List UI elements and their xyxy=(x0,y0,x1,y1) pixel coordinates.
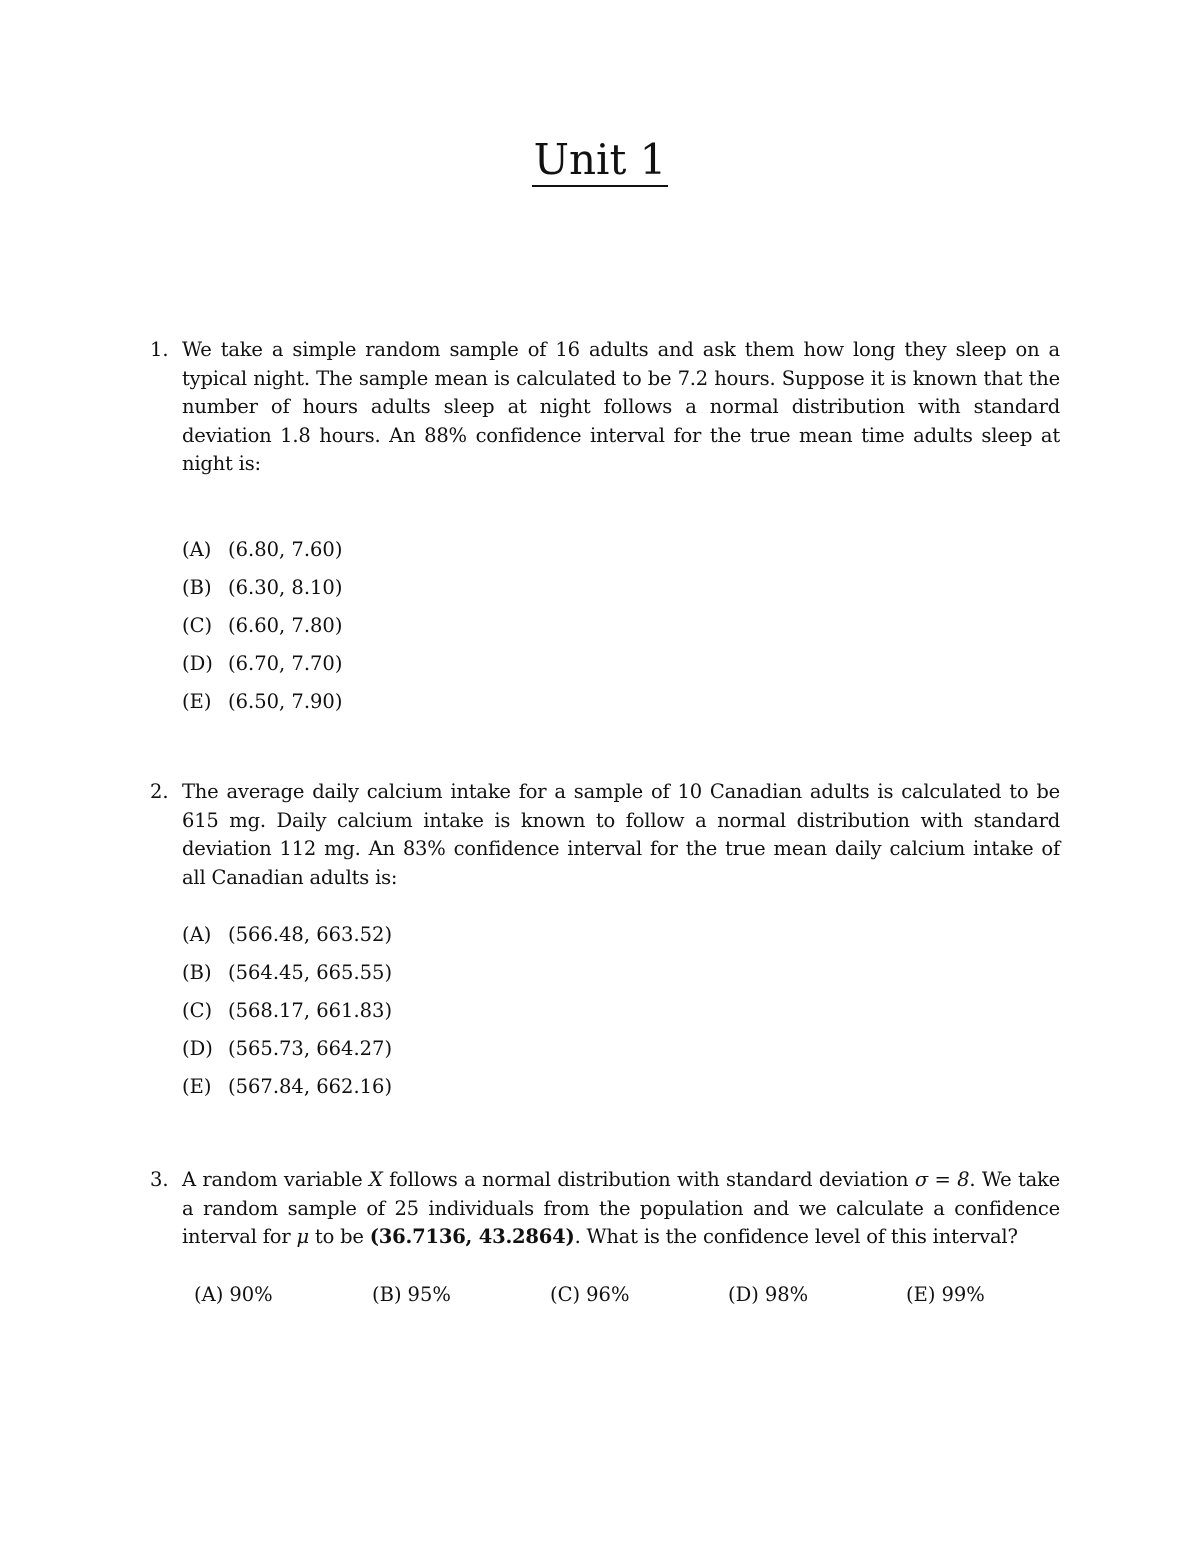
mu-symbol: μ xyxy=(296,1225,309,1248)
choice-value: (6.60, 7.80) xyxy=(228,613,343,637)
choice-value: (6.70, 7.70) xyxy=(228,651,343,675)
choice-label: (C) xyxy=(182,613,213,637)
choice-b xyxy=(182,954,1060,992)
answer-choices xyxy=(194,1276,1060,1314)
sigma-expression: σ = 8 xyxy=(914,1168,970,1191)
text-segment: . What is the confidence level of this interval? xyxy=(574,1225,1018,1248)
choice-label: (C) xyxy=(550,1282,581,1306)
question-number: 2. xyxy=(150,780,169,803)
choice-a xyxy=(194,1276,372,1314)
choice-label: (D) xyxy=(728,1282,759,1306)
choice-value: 95% xyxy=(407,1282,451,1306)
question-text: The average daily calcium intake for a sample of 10 Canadian adults is calculated to be 615 mg. Daily calcium intake is known to follow a normal distribution with standard deviation 112 mg. An 83% confidence interval for the true mean daily calcium intake of all Canadian adults is: xyxy=(182,780,1060,889)
choice-d xyxy=(182,1030,1060,1068)
choice-a xyxy=(182,916,1060,954)
choice-value: (6.80, 7.60) xyxy=(228,537,343,561)
choice-label: (C) xyxy=(182,999,213,1022)
choice-label: (A) xyxy=(182,923,212,946)
answer-choices xyxy=(182,531,1060,721)
choice-value: 98% xyxy=(764,1282,809,1306)
choice-value: 96% xyxy=(586,1282,630,1306)
question-2 xyxy=(150,778,1060,1106)
choice-label: (E) xyxy=(182,1075,212,1098)
choice-e xyxy=(906,1276,1084,1314)
choice-value: 90% xyxy=(229,1282,273,1306)
interval-value: (36.7136, 43.2864) xyxy=(369,1225,575,1248)
choice-value: (564.45, 665.55) xyxy=(228,961,393,984)
text-segment: A random variable xyxy=(182,1168,369,1191)
choice-value: (567.84, 662.16) xyxy=(228,1075,393,1098)
choice-label: (A) xyxy=(182,537,212,561)
choice-value: (6.30, 8.10) xyxy=(228,575,343,599)
choice-a xyxy=(182,531,1060,569)
choice-label: (B) xyxy=(182,575,212,599)
choice-d xyxy=(728,1276,906,1314)
choice-value: (566.48, 663.52) xyxy=(228,923,393,946)
choice-label: (E) xyxy=(906,1282,936,1306)
choice-label: (B) xyxy=(182,961,212,984)
text-segment: follows a normal distribution with standard deviation xyxy=(382,1168,915,1191)
question-number: 1. xyxy=(150,338,169,361)
choice-c xyxy=(182,607,1060,645)
choice-c xyxy=(550,1276,728,1314)
text-segment: to be xyxy=(308,1225,370,1248)
question-text: We take a simple random sample of 16 adults and ask them how long they sleep on a typical night. The sample mean is calculated to be 7.2 hours. Suppose it is known that the number of hours adults sleep at night follows a normal distribution with standard deviation 1.8 hours. An 88% confidence interval for the true mean time adults sleep at night is: xyxy=(182,338,1060,475)
variable-x: X xyxy=(368,1168,383,1191)
choice-d xyxy=(182,645,1060,683)
choice-label: (E) xyxy=(182,689,212,713)
choice-label: (D) xyxy=(182,1037,213,1060)
page-title-text: Unit 1 xyxy=(532,135,669,187)
choice-value: (6.50, 7.90) xyxy=(228,689,343,713)
choice-value: (568.17, 661.83) xyxy=(228,999,393,1022)
choice-e xyxy=(182,1068,1060,1106)
choice-b xyxy=(182,569,1060,607)
page-title xyxy=(0,132,1200,188)
choice-b xyxy=(372,1276,550,1314)
question-3 xyxy=(150,1166,1060,1314)
choice-label: (A) xyxy=(194,1282,224,1306)
choice-value: (565.73, 664.27) xyxy=(228,1037,393,1060)
question-number: 3. xyxy=(150,1168,169,1191)
choice-value: 99% xyxy=(941,1282,985,1306)
question-1 xyxy=(150,336,1060,721)
choice-c xyxy=(182,992,1060,1030)
choice-e xyxy=(182,683,1060,721)
answer-choices xyxy=(182,916,1060,1106)
choice-label: (D) xyxy=(182,651,213,675)
question-text xyxy=(182,1166,1060,1252)
choice-label: (B) xyxy=(372,1282,402,1306)
text-segment: . We take a random sample of 25 individuals from the population and we calculate a confidence interval for xyxy=(182,1168,1060,1248)
